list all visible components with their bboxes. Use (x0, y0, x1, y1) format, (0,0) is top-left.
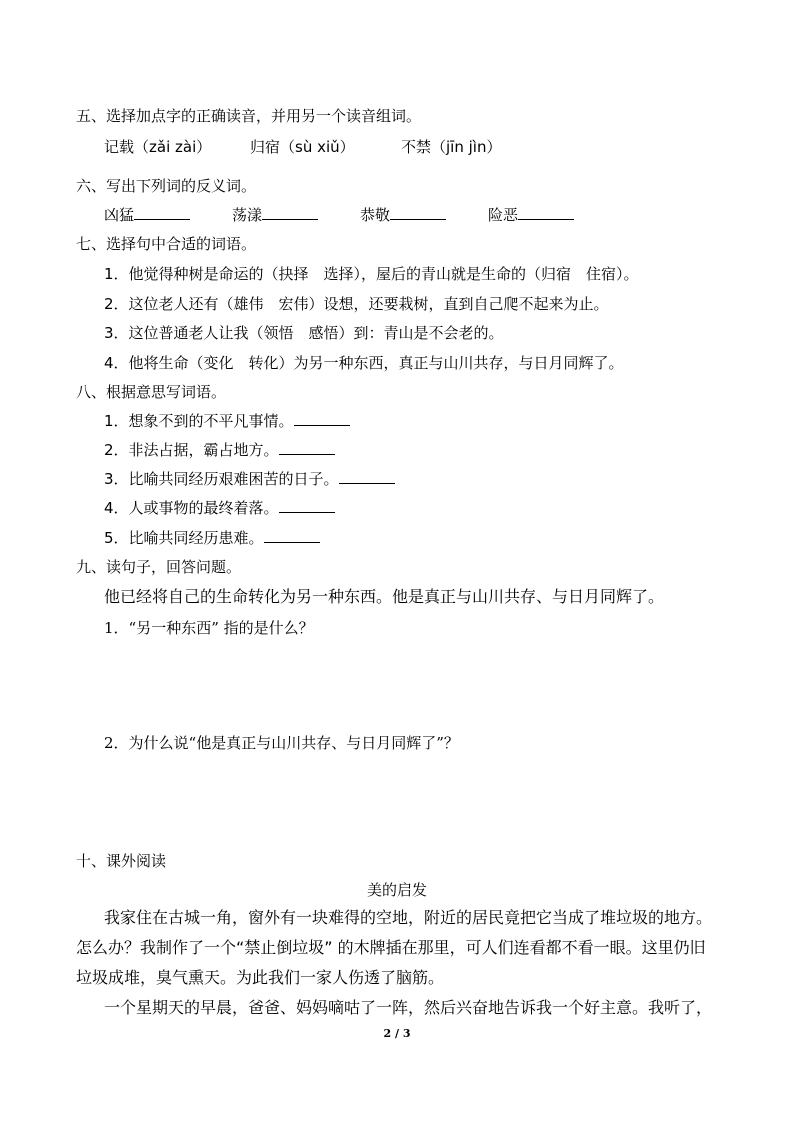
word-question-text: 2．非法占据，霸占地方。 (104, 441, 279, 459)
choice-question-4: 4．他将生命（变化 转化）为另一种东西，真正与山川共存，与日月同辉了。 (104, 354, 624, 372)
page-number: 2 / 3 (383, 1027, 411, 1040)
pinyin-item-1: 记载（zǎi zài） (104, 138, 212, 156)
antonym-item-2 (232, 205, 318, 225)
antonym-word-1: 凶猛 (104, 206, 135, 224)
section-8-heading: 八、根据意思写词语。 (76, 383, 227, 401)
reading-question-2: 2．为什么说“他是真正与山川共存、与日月同辉了”？ (104, 734, 459, 752)
answer-blank[interactable] (262, 205, 318, 220)
word-question-2 (104, 440, 335, 460)
antonym-item-1 (104, 205, 190, 225)
section-9-heading: 九、读句子，回答问题。 (76, 558, 242, 576)
pinyin-item-2: 归宿（sù xiǔ） (250, 138, 355, 156)
passage-line: 一个星期天的早晨，爸爸、妈妈嘀咕了一阵，然后兴奋地告诉我一个好主意。我听了， (104, 998, 713, 1017)
answer-blank[interactable] (134, 205, 190, 220)
choice-question-3: 3．这位普通老人让我（领悟 感悟）到：青山是不会老的。 (104, 324, 504, 342)
reading-sentence: 他已经将自己的生命转化为另一种东西。他是真正与山川共存、与日月同辉了。 (104, 587, 665, 606)
section-7-heading: 七、选择句中合适的词语。 (76, 235, 257, 253)
reading-question-1: 1．“另一种东西” 指的是什么？ (104, 619, 314, 637)
answer-blank[interactable] (339, 469, 395, 484)
word-question-text: 4．人或事物的最终着落。 (104, 499, 279, 517)
antonym-word-2: 荡漾 (232, 206, 263, 224)
passage-line: 怎么办？我制作了一个“禁止倒垃圾” 的木牌插在那里，可人们连看都不看一眼。这里仍旧 (76, 938, 706, 957)
passage-line: 垃圾成堆，臭气熏天。为此我们一家人伤透了脑筋。 (76, 968, 445, 987)
section-10-heading: 十、课外阅读 (76, 852, 167, 870)
section-5-heading: 五、选择加点字的正确读音，并用另一个读音组词。 (76, 107, 422, 125)
pinyin-item-3: 不禁（jīn jìn） (401, 138, 502, 156)
choice-question-2: 2．这位老人还有（雄伟 宏伟）设想，还要栽树，直到自己爬不起来为止。 (104, 295, 609, 313)
antonym-word-3: 恭敬 (360, 206, 391, 224)
word-question-text: 5．比喻共同经历患难。 (104, 529, 264, 547)
passage-title: 美的启发 (366, 881, 427, 899)
section-6-heading: 六、写出下列词的反义词。 (76, 177, 257, 195)
passage-line: 我家住在古城一角，窗外有一块难得的空地，附近的居民竟把它当成了堆垃圾的地方。 (104, 908, 713, 927)
word-question-text: 3．比喻共同经历艰难困苦的日子。 (104, 470, 339, 488)
answer-blank[interactable] (279, 440, 335, 455)
word-question-4 (104, 498, 335, 518)
word-question-5 (104, 528, 320, 548)
answer-blank[interactable] (294, 411, 350, 426)
choice-question-1: 1．他觉得种树是命运的（抉择 选择），屋后的青山就是生命的（归宿 住宿）。 (104, 265, 639, 283)
answer-blank[interactable] (264, 528, 320, 543)
antonym-item-4 (488, 205, 574, 225)
answer-blank[interactable] (518, 205, 574, 220)
answer-blank[interactable] (390, 205, 446, 220)
word-question-text: 1．想象不到的不平凡事情。 (104, 412, 294, 430)
answer-blank[interactable] (279, 498, 335, 513)
antonym-word-4: 险恶 (488, 206, 519, 224)
antonym-item-3 (360, 205, 446, 225)
word-question-1 (104, 411, 350, 431)
word-question-3 (104, 469, 395, 489)
